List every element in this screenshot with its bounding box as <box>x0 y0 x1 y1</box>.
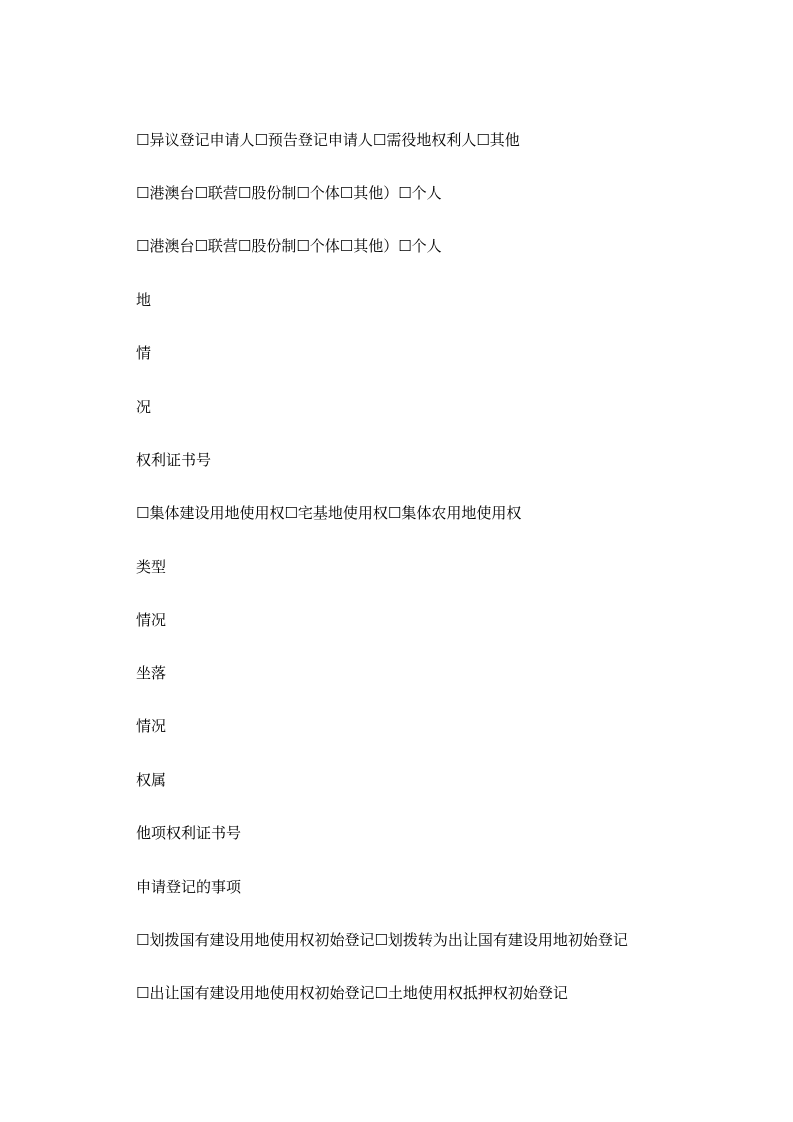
label-other-right-certificate-number: 他项权利证书号 <box>136 824 242 842</box>
land-right-type-options: ☐集体建设用地使用权☐宅基地使用权☐集体农用地使用权 <box>136 504 522 522</box>
label-situation-2: 况 <box>136 398 152 416</box>
registration-options-2: ☐出让国有建设用地使用权初始登记☐土地使用权抵押权初始登记 <box>136 984 568 1002</box>
enterprise-type-options-2: ☐港澳台☐联营☐股份制☐个体☐其他）☐个人 <box>136 237 442 255</box>
label-land: 地 <box>136 291 152 309</box>
label-situation: 情况 <box>136 611 167 629</box>
label-situation-3: 情况 <box>136 717 167 735</box>
label-certificate-number: 权利证书号 <box>136 451 212 469</box>
enterprise-type-options-1: ☐港澳台☐联营☐股份制☐个体☐其他）☐个人 <box>136 184 442 202</box>
label-location: 坐落 <box>136 664 167 682</box>
label-type: 类型 <box>136 558 167 576</box>
label-registration-matters: 申请登记的事项 <box>136 878 242 896</box>
registration-options-1: ☐划拨国有建设用地使用权初始登记☐划拨转为出让国有建设用地初始登记 <box>136 931 628 949</box>
applicant-type-options: ☐异议登记申请人☐预告登记申请人☐需役地权利人☐其他 <box>136 131 520 149</box>
label-ownership: 权属 <box>136 771 167 789</box>
label-situation-1: 情 <box>136 344 152 362</box>
